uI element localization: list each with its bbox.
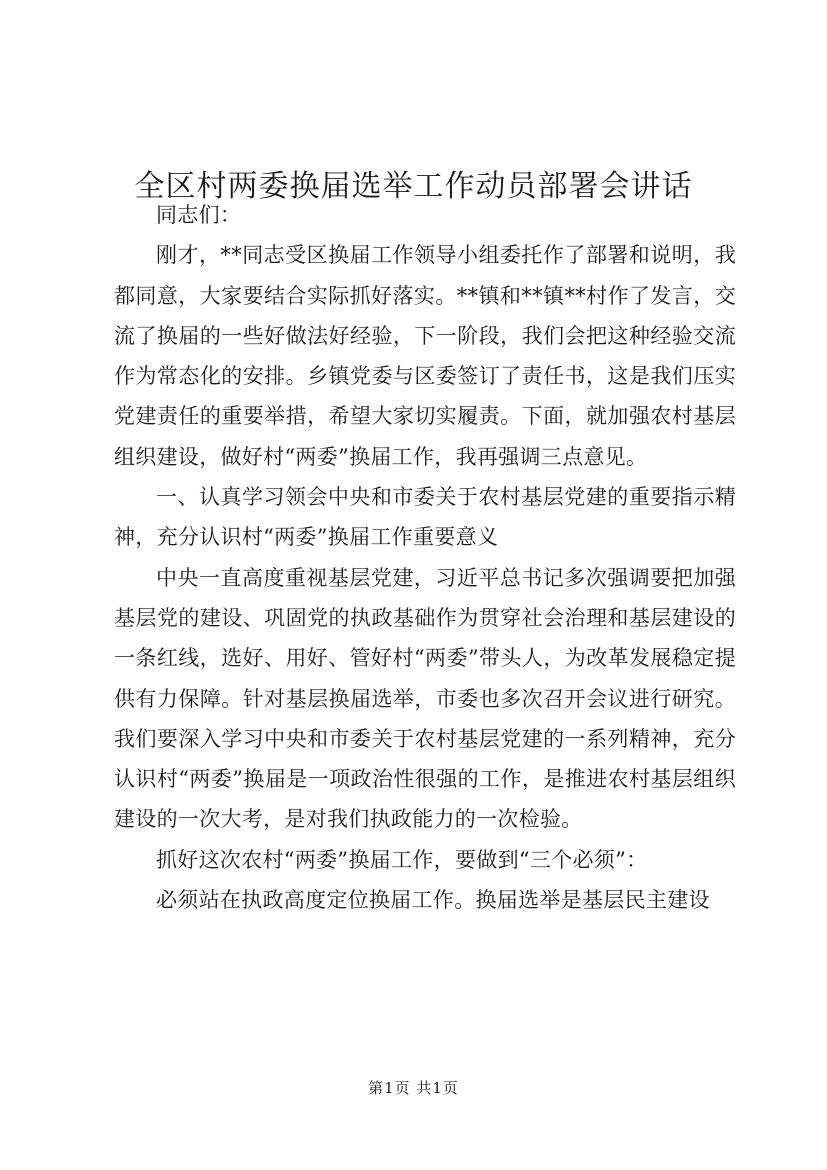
page-footer: 第1页 共1页 <box>368 1079 459 1097</box>
document-body <box>114 195 736 920</box>
body-paragraph: 刚才，**同志受区换届工作领导小组委托作了部署和说明，我都同意，大家要结合实际抓好落实。**镇和**镇**村作了发言，交流了换届的一些好做法好经验，下一阶段，我们会把这种经验交流作为常态化的安排。乡镇党委与区委签订了责任书，这是我们压实党建责任的重要举措，希望大家切实履责。下面，就加强农村基层组织建设，做好村“两委”换届工作，我再强调三点意见。 <box>114 243 736 469</box>
document-title: 全区村两委换届选举工作动员部署会讲话 <box>134 169 693 205</box>
body-paragraph: 抓好这次农村“两委”换届工作，要做到“三个必须”： <box>156 847 648 872</box>
body-paragraph: 中央一直高度重视基层党建，习近平总书记多次强调要把加强基层党的建设、巩固党的执政基础作为贯穿社会治理和基层建设的一条红线，选好、用好、管好村“两委”带头人，为改革发展稳定提供有力保障。针对基层换届选举，市委也多次召开会议进行研究。我们要深入学习中央和市委关于农村基层党建的一系列精神，充分认识村“两委”换届是一项政治性很强的工作，是推进农村基层组织建设的一次大考，是对我们执政能力的一次检验。 <box>114 565 736 832</box>
section-heading: 一、认真学习领会中央和市委关于农村基层党建的重要指示精神，充分认识村“两委”换届工作重要意义 <box>114 485 736 550</box>
body-paragraph: 必须站在执政高度定位换届工作。换届选举是基层民主建设 <box>156 888 710 913</box>
salutation-paragraph: 同志们： <box>156 203 242 227</box>
